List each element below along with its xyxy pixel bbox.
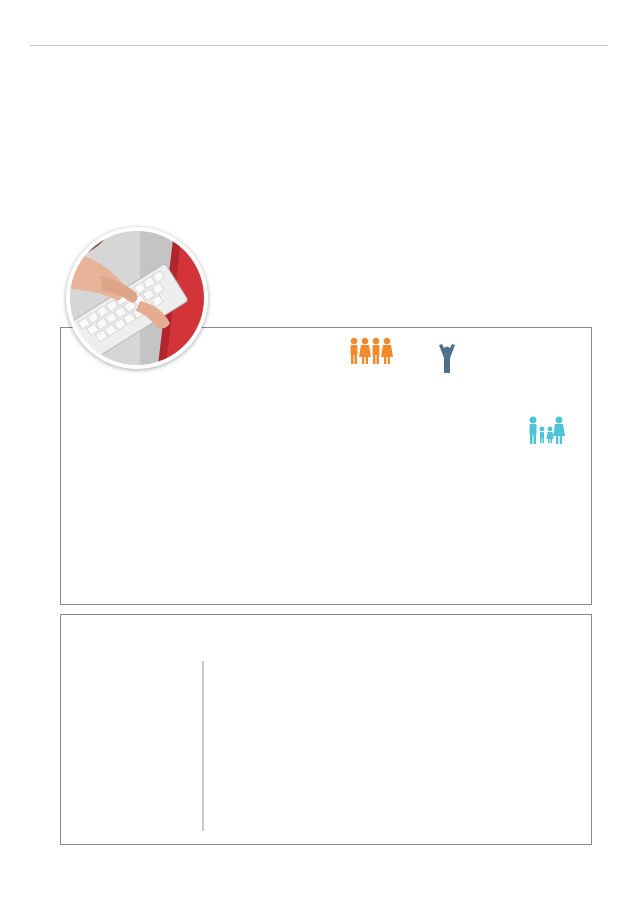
bar-chart-panel (60, 614, 592, 845)
donut1-track (133, 398, 255, 520)
person-icon (439, 344, 455, 373)
photo-hands-typing-keyboard (66, 227, 208, 369)
donut-charts-svg (61, 328, 593, 606)
header-divider (30, 45, 608, 46)
extended-family-icon (351, 338, 394, 364)
bar-chart-svg (61, 615, 593, 846)
photo-illustration (70, 231, 204, 365)
family-icon (530, 417, 566, 445)
